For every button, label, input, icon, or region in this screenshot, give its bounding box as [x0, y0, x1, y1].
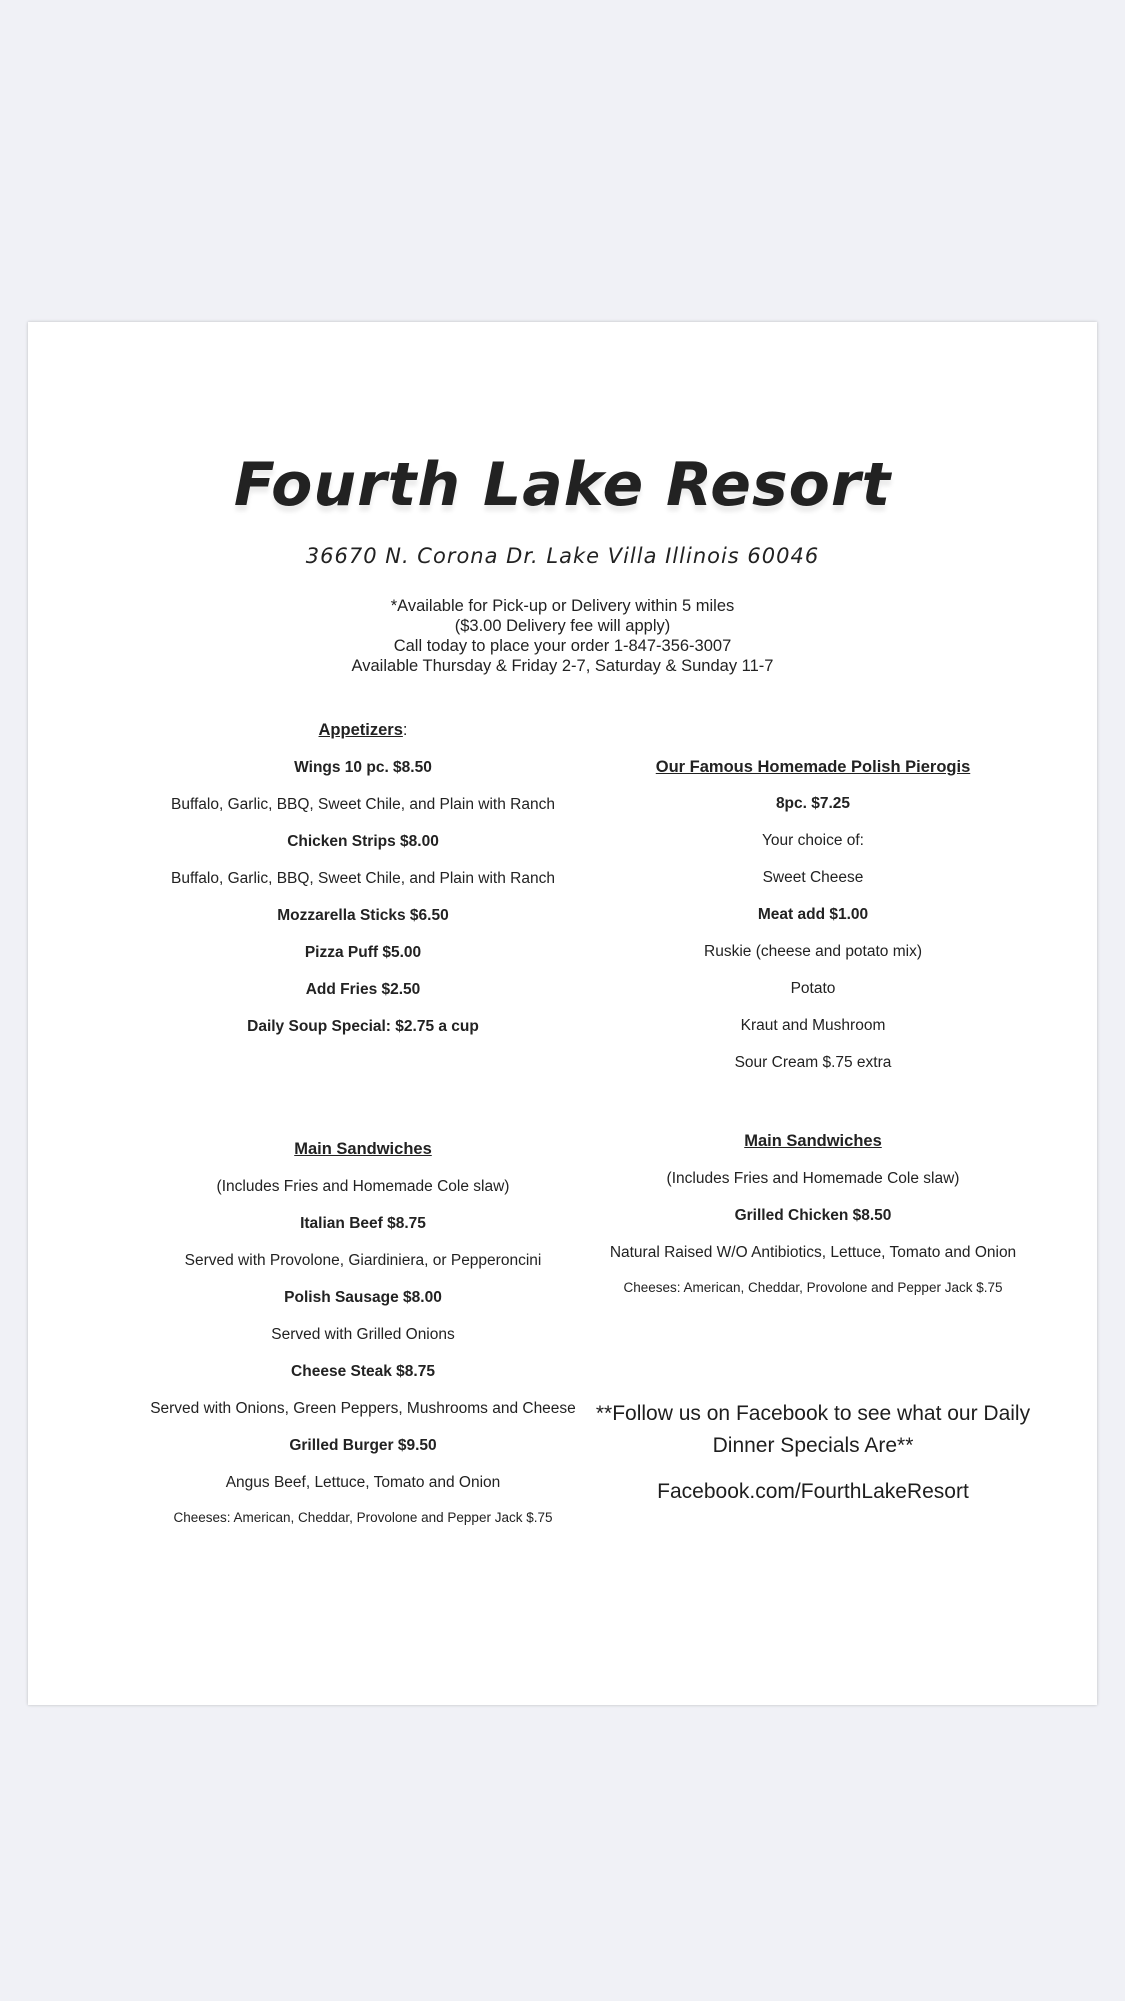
grilled-chicken-desc: Natural Raised W/O Antibiotics, Lettuce, Tomato and Onion: [609, 1244, 1017, 1261]
pierogi-meat: Meat add $1.00: [757, 906, 869, 923]
chicken-strips-desc: Buffalo, Garlic, BBQ, Sweet Chile, and Plain with Ranch: [171, 870, 555, 887]
pierogi-sweet-cheese: Sweet Cheese: [762, 869, 864, 886]
facebook-follow-note: **Follow us on Facebook to see what our Daily Dinner Specials Are**: [595, 1402, 1031, 1457]
info-line: Call today to place your order 1-847-356-3007: [393, 637, 732, 655]
add-fries-item: Add Fries $2.50: [305, 981, 421, 998]
soup-special-item: Daily Soup Special: $2.75 a cup: [247, 1018, 479, 1035]
facebook-link[interactable]: Facebook.com/FourthLakeResort: [657, 1480, 969, 1503]
pierogis-choice: Your choice of:: [762, 832, 864, 849]
wings-item: Wings 10 pc. $8.50: [294, 759, 432, 776]
pizza-puff-item: Pizza Puff $5.00: [304, 944, 422, 961]
grilled-chicken-item: Grilled Chicken $8.50: [734, 1207, 892, 1224]
order-info: [28, 596, 1097, 676]
menu-page: [28, 322, 1097, 1705]
italian-beef-item: Italian Beef $8.75: [300, 1215, 426, 1232]
info-line: Available Thursday & Friday 2-7, Saturday & Sunday 11-7: [351, 657, 774, 675]
info-line: *Available for Pick-up or Delivery within 5 miles: [390, 597, 735, 615]
pierogis-price: 8pc. $7.25: [775, 795, 851, 812]
pierogi-ruskie: Ruskie (cheese and potato mix): [704, 943, 922, 960]
cheese-steak-desc: Served with Onions, Green Peppers, Mushrooms and Cheese: [150, 1400, 576, 1417]
chicken-strips-item: Chicken Strips $8.00: [287, 833, 439, 850]
sandwiches-heading: Main Sandwiches: [294, 1140, 432, 1158]
polish-sausage-item: Polish Sausage $8.00: [284, 1289, 442, 1306]
appetizers-section: [141, 719, 585, 1038]
pierogi-potato: Potato: [790, 980, 836, 997]
pierogi-kraut: Kraut and Mushroom: [740, 1017, 886, 1034]
restaurant-title: Fourth Lake Resort: [233, 450, 892, 520]
restaurant-address: 36670 N. Corona Dr. Lake Villa Illinois 60046: [305, 544, 820, 568]
sandwiches-includes: (Includes Fries and Homemade Cole slaw): [216, 1178, 510, 1195]
grilled-burger-item: Grilled Burger $9.50: [289, 1437, 437, 1454]
cheeses-note: Cheeses: American, Cheddar, Provolone and Pepper Jack $.75: [623, 1280, 1003, 1295]
grilled-burger-desc: Angus Beef, Lettuce, Tomato and Onion: [225, 1474, 501, 1491]
pierogi-sour-cream: Sour Cream $.75 extra: [734, 1054, 892, 1071]
sandwiches-heading: Main Sandwiches: [744, 1132, 882, 1150]
sandwiches-right-section: [591, 1130, 1035, 1298]
mozzarella-item: Mozzarella Sticks $6.50: [277, 907, 449, 924]
sandwiches-left-section: [141, 1138, 585, 1528]
sandwiches-includes: (Includes Fries and Homemade Cole slaw): [666, 1170, 960, 1187]
wings-desc: Buffalo, Garlic, BBQ, Sweet Chile, and Plain with Ranch: [171, 796, 555, 813]
italian-beef-desc: Served with Provolone, Giardiniera, or Pepperoncini: [184, 1252, 542, 1269]
cheese-steak-item: Cheese Steak $8.75: [291, 1363, 435, 1380]
pierogis-section: [591, 756, 1035, 1074]
info-line: ($3.00 Delivery fee will apply): [454, 617, 671, 635]
appetizers-heading: Appetizers:: [318, 721, 408, 739]
pierogis-heading: Our Famous Homemade Polish Pierogis: [655, 758, 971, 776]
polish-sausage-desc: Served with Grilled Onions: [271, 1326, 455, 1343]
cheeses-note: Cheeses: American, Cheddar, Provolone and Pepper Jack $.75: [173, 1510, 553, 1525]
